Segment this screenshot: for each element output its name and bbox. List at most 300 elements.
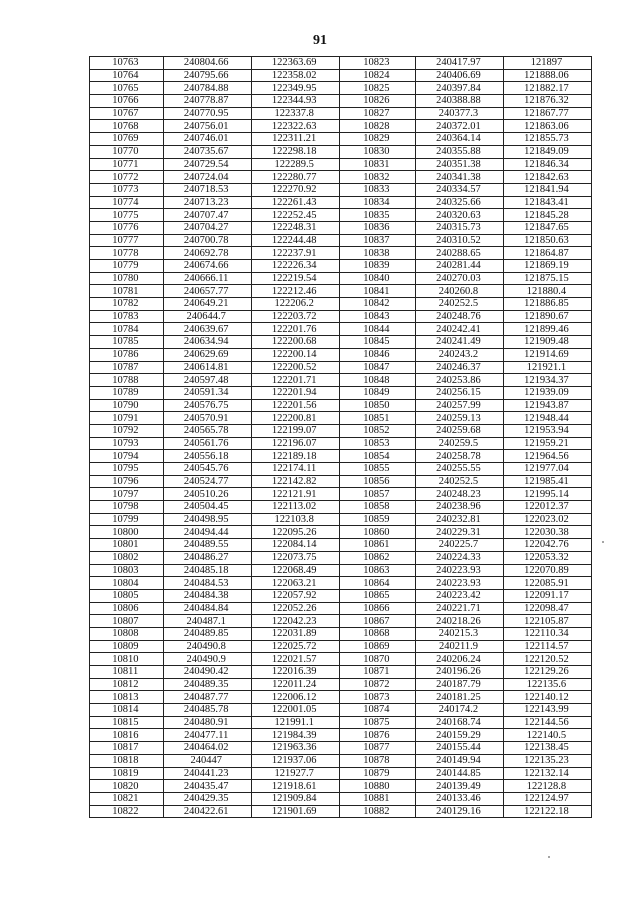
point-id-cell: 10816: [90, 729, 164, 742]
x-coordinate-cell: 240320.63: [416, 209, 504, 222]
point-id-cell: 10818: [90, 754, 164, 767]
table-row: [90, 221, 592, 234]
y-coordinate-cell: 122200.52: [251, 361, 339, 374]
table-row: [90, 95, 592, 108]
point-id-cell: 10802: [90, 551, 164, 564]
x-coordinate-cell: 240372.01: [416, 120, 504, 133]
x-coordinate-cell: 240435.47: [163, 780, 251, 793]
point-id-cell: 10774: [90, 196, 164, 209]
page-number: 91: [313, 33, 327, 48]
y-coordinate-cell: 122237.91: [251, 247, 339, 260]
point-id-cell: 10881: [339, 792, 415, 805]
y-coordinate-cell: 121985.41: [503, 475, 591, 488]
x-coordinate-cell: 240778.87: [163, 95, 251, 108]
x-coordinate-cell: 240477.11: [163, 729, 251, 742]
y-coordinate-cell: 122073.75: [251, 551, 339, 564]
point-id-cell: 10787: [90, 361, 164, 374]
point-id-cell: 10823: [339, 57, 415, 70]
y-coordinate-cell: 122199.07: [251, 424, 339, 437]
y-coordinate-cell: 122114.57: [503, 640, 591, 653]
table-row: [90, 488, 592, 501]
point-id-cell: 10876: [339, 729, 415, 742]
y-coordinate-cell: 122212.46: [251, 285, 339, 298]
x-coordinate-cell: 240256.15: [416, 386, 504, 399]
x-coordinate-cell: 240253.86: [416, 374, 504, 387]
point-id-cell: 10779: [90, 260, 164, 273]
x-coordinate-cell: 240504.45: [163, 501, 251, 514]
x-coordinate-cell: 240644.7: [163, 310, 251, 323]
y-coordinate-cell: 121921.1: [503, 361, 591, 374]
y-coordinate-cell: 122270.92: [251, 183, 339, 196]
point-id-cell: 10806: [90, 602, 164, 615]
x-coordinate-cell: 240576.75: [163, 399, 251, 412]
coordinates-table-body: [90, 57, 592, 818]
point-id-cell: 10826: [339, 95, 415, 108]
x-coordinate-cell: 240485.18: [163, 564, 251, 577]
point-id-cell: 10822: [90, 805, 164, 818]
y-coordinate-cell: 122025.72: [251, 640, 339, 653]
point-id-cell: 10847: [339, 361, 415, 374]
y-coordinate-cell: 122196.07: [251, 437, 339, 450]
x-coordinate-cell: 240704.27: [163, 221, 251, 234]
x-coordinate-cell: 240498.95: [163, 513, 251, 526]
point-id-cell: 10842: [339, 298, 415, 311]
y-coordinate-cell: 122337.8: [251, 107, 339, 120]
point-id-cell: 10880: [339, 780, 415, 793]
y-coordinate-cell: 122344.93: [251, 95, 339, 108]
point-id-cell: 10857: [339, 488, 415, 501]
table-row: [90, 577, 592, 590]
point-id-cell: 10850: [339, 399, 415, 412]
y-coordinate-cell: 121849.09: [503, 145, 591, 158]
x-coordinate-cell: 240129.16: [416, 805, 504, 818]
y-coordinate-cell: 122200.81: [251, 412, 339, 425]
y-coordinate-cell: 122135.6: [503, 678, 591, 691]
x-coordinate-cell: 240242.41: [416, 323, 504, 336]
y-coordinate-cell: 121909.84: [251, 792, 339, 805]
x-coordinate-cell: 240674.66: [163, 260, 251, 273]
point-id-cell: 10841: [339, 285, 415, 298]
point-id-cell: 10853: [339, 437, 415, 450]
x-coordinate-cell: 240422.61: [163, 805, 251, 818]
y-coordinate-cell: 122063.21: [251, 577, 339, 590]
x-coordinate-cell: 240429.35: [163, 792, 251, 805]
point-id-cell: 10763: [90, 57, 164, 70]
point-id-cell: 10845: [339, 336, 415, 349]
point-id-cell: 10858: [339, 501, 415, 514]
x-coordinate-cell: 240223.93: [416, 564, 504, 577]
y-coordinate-cell: 122052.26: [251, 602, 339, 615]
x-coordinate-cell: 240257.99: [416, 399, 504, 412]
x-coordinate-cell: 240159.29: [416, 729, 504, 742]
point-id-cell: 10794: [90, 450, 164, 463]
y-coordinate-cell: 121842.63: [503, 171, 591, 184]
x-coordinate-cell: 240707.47: [163, 209, 251, 222]
point-id-cell: 10856: [339, 475, 415, 488]
x-coordinate-cell: 240225.7: [416, 539, 504, 552]
point-id-cell: 10839: [339, 260, 415, 273]
table-row: [90, 767, 592, 780]
point-id-cell: 10792: [90, 424, 164, 437]
y-coordinate-cell: 122201.76: [251, 323, 339, 336]
point-id-cell: 10812: [90, 678, 164, 691]
point-id-cell: 10772: [90, 171, 164, 184]
x-coordinate-cell: 240260.8: [416, 285, 504, 298]
x-coordinate-cell: 240259.5: [416, 437, 504, 450]
point-id-cell: 10837: [339, 234, 415, 247]
table-row: [90, 424, 592, 437]
table-row: [90, 526, 592, 539]
y-coordinate-cell: 122200.14: [251, 348, 339, 361]
y-coordinate-cell: 121843.41: [503, 196, 591, 209]
y-coordinate-cell: 122016.39: [251, 666, 339, 679]
scan-speck: [602, 541, 604, 543]
x-coordinate-cell: 240211.9: [416, 640, 504, 653]
point-id-cell: 10877: [339, 742, 415, 755]
point-id-cell: 10827: [339, 107, 415, 120]
y-coordinate-cell: 121943.87: [503, 399, 591, 412]
point-id-cell: 10786: [90, 348, 164, 361]
point-id-cell: 10796: [90, 475, 164, 488]
x-coordinate-cell: 240713.23: [163, 196, 251, 209]
y-coordinate-cell: 121847.65: [503, 221, 591, 234]
point-id-cell: 10780: [90, 272, 164, 285]
y-coordinate-cell: 122140.12: [503, 691, 591, 704]
x-coordinate-cell: 240561.76: [163, 437, 251, 450]
x-coordinate-cell: 240241.49: [416, 336, 504, 349]
x-coordinate-cell: 240252.5: [416, 298, 504, 311]
x-coordinate-cell: 240149.94: [416, 754, 504, 767]
point-id-cell: 10783: [90, 310, 164, 323]
x-coordinate-cell: 240770.95: [163, 107, 251, 120]
y-coordinate-cell: 122201.94: [251, 386, 339, 399]
table-row: [90, 272, 592, 285]
point-id-cell: 10829: [339, 133, 415, 146]
x-coordinate-cell: 240397.84: [416, 82, 504, 95]
y-coordinate-cell: 121864.87: [503, 247, 591, 260]
y-coordinate-cell: 122011.24: [251, 678, 339, 691]
point-id-cell: 10768: [90, 120, 164, 133]
y-coordinate-cell: 122120.52: [503, 653, 591, 666]
x-coordinate-cell: 240489.85: [163, 627, 251, 640]
point-id-cell: 10864: [339, 577, 415, 590]
x-coordinate-cell: 240288.65: [416, 247, 504, 260]
point-id-cell: 10820: [90, 780, 164, 793]
x-coordinate-cell: 240570.91: [163, 412, 251, 425]
table-row: [90, 653, 592, 666]
point-id-cell: 10859: [339, 513, 415, 526]
table-row: [90, 691, 592, 704]
table-row: [90, 374, 592, 387]
y-coordinate-cell: 121914.69: [503, 348, 591, 361]
x-coordinate-cell: 240364.14: [416, 133, 504, 146]
y-coordinate-cell: 121845.28: [503, 209, 591, 222]
y-coordinate-cell: 122244.48: [251, 234, 339, 247]
point-id-cell: 10830: [339, 145, 415, 158]
table-row: [90, 780, 592, 793]
point-id-cell: 10815: [90, 716, 164, 729]
table-row: [90, 589, 592, 602]
point-id-cell: 10852: [339, 424, 415, 437]
y-coordinate-cell: 122085.91: [503, 577, 591, 590]
y-coordinate-cell: 121869.19: [503, 260, 591, 273]
y-coordinate-cell: 122103.8: [251, 513, 339, 526]
point-id-cell: 10868: [339, 627, 415, 640]
point-id-cell: 10875: [339, 716, 415, 729]
point-id-cell: 10814: [90, 704, 164, 717]
y-coordinate-cell: 122252.45: [251, 209, 339, 222]
table-row: [90, 501, 592, 514]
point-id-cell: 10863: [339, 564, 415, 577]
point-id-cell: 10836: [339, 221, 415, 234]
y-coordinate-cell: 122091.17: [503, 589, 591, 602]
point-id-cell: 10790: [90, 399, 164, 412]
point-id-cell: 10793: [90, 437, 164, 450]
y-coordinate-cell: 122006.12: [251, 691, 339, 704]
x-coordinate-cell: 240486.27: [163, 551, 251, 564]
y-coordinate-cell: 121901.69: [251, 805, 339, 818]
point-id-cell: 10838: [339, 247, 415, 260]
point-id-cell: 10788: [90, 374, 164, 387]
y-coordinate-cell: 121939.09: [503, 386, 591, 399]
table-row: [90, 361, 592, 374]
x-coordinate-cell: 240417.97: [416, 57, 504, 70]
y-coordinate-cell: 121963.36: [251, 742, 339, 755]
point-id-cell: 10797: [90, 488, 164, 501]
point-id-cell: 10831: [339, 158, 415, 171]
x-coordinate-cell: 240487.77: [163, 691, 251, 704]
x-coordinate-cell: 240281.44: [416, 260, 504, 273]
point-id-cell: 10798: [90, 501, 164, 514]
table-row: [90, 742, 592, 755]
y-coordinate-cell: 122219.54: [251, 272, 339, 285]
table-row: [90, 298, 592, 311]
x-coordinate-cell: 240224.33: [416, 551, 504, 564]
point-id-cell: 10870: [339, 653, 415, 666]
y-coordinate-cell: 121880.4: [503, 285, 591, 298]
y-coordinate-cell: 121882.17: [503, 82, 591, 95]
table-row: [90, 716, 592, 729]
x-coordinate-cell: 240591.34: [163, 386, 251, 399]
y-coordinate-cell: 121846.34: [503, 158, 591, 171]
x-coordinate-cell: 240259.13: [416, 412, 504, 425]
y-coordinate-cell: 122113.02: [251, 501, 339, 514]
table-row: [90, 82, 592, 95]
point-id-cell: 10873: [339, 691, 415, 704]
point-id-cell: 10778: [90, 247, 164, 260]
table-row: [90, 158, 592, 171]
y-coordinate-cell: 121964.56: [503, 450, 591, 463]
table-row: [90, 615, 592, 628]
y-coordinate-cell: 121855.73: [503, 133, 591, 146]
x-coordinate-cell: 240181.25: [416, 691, 504, 704]
table-row: [90, 120, 592, 133]
table-row: [90, 792, 592, 805]
point-id-cell: 10855: [339, 463, 415, 476]
point-id-cell: 10766: [90, 95, 164, 108]
y-coordinate-cell: 122042.23: [251, 615, 339, 628]
table-row: [90, 551, 592, 564]
y-coordinate-cell: 122001.05: [251, 704, 339, 717]
x-coordinate-cell: 240510.26: [163, 488, 251, 501]
x-coordinate-cell: 240259.68: [416, 424, 504, 437]
point-id-cell: 10804: [90, 577, 164, 590]
x-coordinate-cell: 240565.78: [163, 424, 251, 437]
x-coordinate-cell: 240325.66: [416, 196, 504, 209]
x-coordinate-cell: 240232.81: [416, 513, 504, 526]
y-coordinate-cell: 122206.2: [251, 298, 339, 311]
point-id-cell: 10821: [90, 792, 164, 805]
y-coordinate-cell: 122031.89: [251, 627, 339, 640]
x-coordinate-cell: 240614.81: [163, 361, 251, 374]
y-coordinate-cell: 121995.14: [503, 488, 591, 501]
table-row: [90, 133, 592, 146]
table-row: [90, 285, 592, 298]
y-coordinate-cell: 121886.85: [503, 298, 591, 311]
x-coordinate-cell: 240484.38: [163, 589, 251, 602]
y-coordinate-cell: 122144.56: [503, 716, 591, 729]
x-coordinate-cell: 240784.88: [163, 82, 251, 95]
y-coordinate-cell: 121991.1: [251, 716, 339, 729]
x-coordinate-cell: 240221.71: [416, 602, 504, 615]
x-coordinate-cell: 240756.01: [163, 120, 251, 133]
y-coordinate-cell: 122122.18: [503, 805, 591, 818]
y-coordinate-cell: 122124.97: [503, 792, 591, 805]
point-id-cell: 10800: [90, 526, 164, 539]
x-coordinate-cell: 240238.96: [416, 501, 504, 514]
table-row: [90, 463, 592, 476]
table-row: [90, 310, 592, 323]
table-row: [90, 183, 592, 196]
x-coordinate-cell: 240248.76: [416, 310, 504, 323]
x-coordinate-cell: 240490.8: [163, 640, 251, 653]
point-id-cell: 10775: [90, 209, 164, 222]
point-id-cell: 10811: [90, 666, 164, 679]
x-coordinate-cell: 240355.88: [416, 145, 504, 158]
point-id-cell: 10769: [90, 133, 164, 146]
table-row: [90, 666, 592, 679]
y-coordinate-cell: 122349.95: [251, 82, 339, 95]
point-id-cell: 10825: [339, 82, 415, 95]
table-row: [90, 627, 592, 640]
y-coordinate-cell: 122140.5: [503, 729, 591, 742]
point-id-cell: 10805: [90, 589, 164, 602]
y-coordinate-cell: 122189.18: [251, 450, 339, 463]
x-coordinate-cell: 240464.02: [163, 742, 251, 755]
y-coordinate-cell: 122174.11: [251, 463, 339, 476]
y-coordinate-cell: 122070.89: [503, 564, 591, 577]
x-coordinate-cell: 240133.46: [416, 792, 504, 805]
table-row: [90, 475, 592, 488]
x-coordinate-cell: 240629.69: [163, 348, 251, 361]
y-coordinate-cell: 122128.8: [503, 780, 591, 793]
y-coordinate-cell: 122023.02: [503, 513, 591, 526]
x-coordinate-cell: 240206.24: [416, 653, 504, 666]
y-coordinate-cell: 121867.77: [503, 107, 591, 120]
point-id-cell: 10882: [339, 805, 415, 818]
y-coordinate-cell: 121953.94: [503, 424, 591, 437]
table-row: [90, 69, 592, 82]
point-id-cell: 10869: [339, 640, 415, 653]
y-coordinate-cell: 122084.14: [251, 539, 339, 552]
y-coordinate-cell: 122057.92: [251, 589, 339, 602]
table-row: [90, 171, 592, 184]
x-coordinate-cell: 240480.91: [163, 716, 251, 729]
y-coordinate-cell: 121984.39: [251, 729, 339, 742]
x-coordinate-cell: 240639.67: [163, 323, 251, 336]
x-coordinate-cell: 240718.53: [163, 183, 251, 196]
point-id-cell: 10801: [90, 539, 164, 552]
x-coordinate-cell: 240489.55: [163, 539, 251, 552]
point-id-cell: 10874: [339, 704, 415, 717]
point-id-cell: 10867: [339, 615, 415, 628]
y-coordinate-cell: 121918.61: [251, 780, 339, 793]
x-coordinate-cell: 240388.88: [416, 95, 504, 108]
y-coordinate-cell: 121875.15: [503, 272, 591, 285]
point-id-cell: 10843: [339, 310, 415, 323]
point-id-cell: 10810: [90, 653, 164, 666]
x-coordinate-cell: 240795.66: [163, 69, 251, 82]
x-coordinate-cell: 240729.54: [163, 158, 251, 171]
table-row: [90, 602, 592, 615]
x-coordinate-cell: 240724.04: [163, 171, 251, 184]
x-coordinate-cell: 240556.18: [163, 450, 251, 463]
point-id-cell: 10807: [90, 615, 164, 628]
point-id-cell: 10764: [90, 69, 164, 82]
point-id-cell: 10879: [339, 767, 415, 780]
point-id-cell: 10862: [339, 551, 415, 564]
point-id-cell: 10840: [339, 272, 415, 285]
table-row: [90, 678, 592, 691]
table-row: [90, 247, 592, 260]
x-coordinate-cell: 240377.3: [416, 107, 504, 120]
x-coordinate-cell: 240490.9: [163, 653, 251, 666]
point-id-cell: 10832: [339, 171, 415, 184]
table-row: [90, 348, 592, 361]
x-coordinate-cell: 240735.67: [163, 145, 251, 158]
point-id-cell: 10782: [90, 298, 164, 311]
y-coordinate-cell: 121899.46: [503, 323, 591, 336]
point-id-cell: 10872: [339, 678, 415, 691]
x-coordinate-cell: 240246.37: [416, 361, 504, 374]
table-row: [90, 412, 592, 425]
y-coordinate-cell: 122121.91: [251, 488, 339, 501]
x-coordinate-cell: 240144.85: [416, 767, 504, 780]
point-id-cell: 10861: [339, 539, 415, 552]
x-coordinate-cell: 240487.1: [163, 615, 251, 628]
table-row: [90, 196, 592, 209]
point-id-cell: 10789: [90, 386, 164, 399]
point-id-cell: 10777: [90, 234, 164, 247]
point-id-cell: 10860: [339, 526, 415, 539]
y-coordinate-cell: 122098.47: [503, 602, 591, 615]
x-coordinate-cell: 240746.01: [163, 133, 251, 146]
point-id-cell: 10817: [90, 742, 164, 755]
y-coordinate-cell: 122201.56: [251, 399, 339, 412]
point-id-cell: 10795: [90, 463, 164, 476]
point-id-cell: 10865: [339, 589, 415, 602]
y-coordinate-cell: 122012.37: [503, 501, 591, 514]
table-row: [90, 107, 592, 120]
table-row: [90, 145, 592, 158]
x-coordinate-cell: 240484.84: [163, 602, 251, 615]
y-coordinate-cell: 122289.5: [251, 158, 339, 171]
x-coordinate-cell: 240248.23: [416, 488, 504, 501]
x-coordinate-cell: 240406.69: [416, 69, 504, 82]
point-id-cell: 10765: [90, 82, 164, 95]
table-row: [90, 234, 592, 247]
table-row: [90, 729, 592, 742]
